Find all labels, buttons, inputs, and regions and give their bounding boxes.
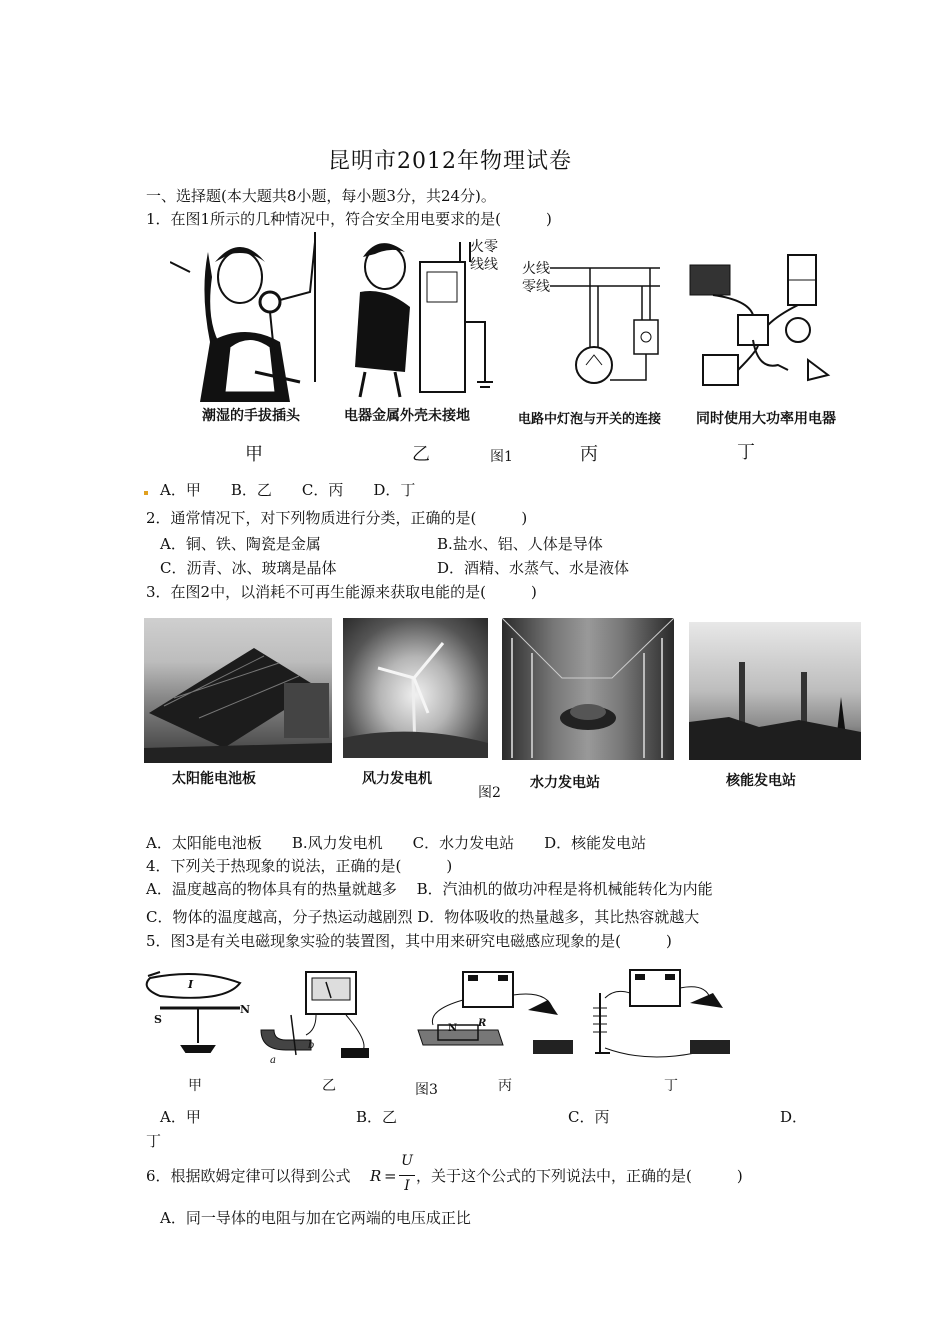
figure-3-label-ding: 丁 [664,1078,678,1094]
figure-1-panel-jia-illustration [170,232,330,402]
question-3-options: A．太阳能电池板 B.风力发电机 C．水力发电站 D．核能发电站 [146,834,647,852]
figure-1-caption-ding: 同时使用大功率用电器 [696,411,836,427]
figure-3-panel-bing-motor [408,970,583,1065]
figure-1-label-yi: 乙 [412,444,430,465]
figure-3-mark-i: I [188,978,194,991]
figure-1-label-bing: 丙 [580,444,598,465]
figure-3-label-yi: 乙 [322,1078,336,1094]
section-header: 一、选择题(本大题共8小题，每小题3分，共24分)。 [146,187,496,205]
question-2-option-b: B.盐水、铝、人体是导体 [437,535,603,553]
question-5-option-a: A．甲 [160,1108,201,1126]
figure-2-caption: 图2 [478,785,501,801]
figure-1-live-wire-label: 火线 [522,261,550,277]
question-4-options-ab: A．温度越高的物体具有的热量就越多 B．汽油机的做功冲程是将机械能转化为内能 [146,880,713,898]
question-1-options: A．甲 B．乙 C．丙 D．丁 [160,481,416,499]
formula-numerator: U [401,1153,413,1169]
solar-panel-photo [144,618,332,763]
question-6-option-a: A．同一导体的电阻与加在它两端的电压成正比 [160,1209,471,1227]
figure-3-panel-yi-induction [256,970,396,1065]
question-4-stem: 4．下列关于热现象的说法，正确的是( ) [146,857,453,875]
figure-1-panel-bing-circuit [550,260,665,400]
formula-denominator: I [404,1178,410,1194]
figure-3-mark-b: b [308,1040,315,1051]
wind-turbine-photo [343,618,488,758]
figure-3-mark-s: S [154,1013,162,1026]
formula-fraction-bar [399,1175,415,1176]
formula-equals: = [384,1167,397,1185]
question-4-options-cd: C．物体的温度越高，分子热运动越剧烈 D．物体吸收的热量越多，其比热容就越大 [146,908,700,926]
question-2-stem: 2．通常情况下，对下列物质进行分类，正确的是( ) [146,509,528,527]
question-5-option-d: D． [780,1108,808,1126]
figure-1-wire-label-top: 火零 [470,239,498,255]
figure-1-neutral-wire-label: 零线 [522,279,550,295]
stray-mark [144,491,148,495]
page-title: 昆明市2012年物理试卷 [328,149,572,174]
figure-1-caption-yi: 电器金属外壳未接地 [344,408,470,424]
figure-3-mark-r: R [478,1018,487,1029]
figure-2-caption-solar: 太阳能电池板 [172,771,256,787]
question-5-option-c: C．丙 [568,1108,610,1126]
figure-3-label-bing: 丙 [498,1078,512,1094]
question-1-stem: 1．在图1所示的几种情况中，符合安全用电要求的是( ) [146,210,552,228]
question-2-option-c: C．沥青、冰、玻璃是晶体 [160,559,337,577]
question-5-option-d-text: 丁 [146,1132,162,1150]
figure-3-label-jia: 甲 [188,1078,202,1094]
nuclear-station-photo [689,622,861,760]
formula-resistance: R [370,1167,382,1185]
figure-3-mark-n: N [240,1003,251,1016]
figure-1-panel-ding-appliances [688,240,848,400]
figure-1-wire-label-bottom: 线线 [470,257,498,273]
question-3-stem: 3．在图2中，以消耗不可再生能源来获取电能的是( ) [146,583,537,601]
hydro-station-photo [502,618,674,760]
figure-3-mark-n2: N [448,1023,458,1034]
figure-2-caption-hydro: 水力发电站 [530,775,600,791]
figure-2-caption-nuclear: 核能发电站 [726,773,796,789]
figure-3-mark-a: a [270,1055,276,1066]
figure-1-caption: 图1 [490,449,513,465]
question-6-stem-pre: 6．根据欧姆定律可以得到公式 [146,1167,351,1185]
question-5-option-b: B．乙 [356,1108,398,1126]
figure-1-caption-bing: 电路中灯泡与开关的连接 [518,412,662,427]
question-5-stem: 5．图3是有关电磁现象实验的装置图，其中用来研究电磁感应现象的是( ) [146,932,672,950]
figure-3-panel-ding-electromagnet [585,968,745,1063]
figure-1-caption-jia: 潮湿的手拔插头 [202,408,300,424]
question-6-stem-post: ，关于这个公式的下列说法中，正确的是( ) [416,1167,743,1185]
figure-2-caption-wind: 风力发电机 [362,771,432,787]
question-2-option-d: D．酒精、水蒸气、水是液体 [437,559,630,577]
figure-3-caption: 图3 [415,1082,438,1098]
figure-1-label-jia: 甲 [245,444,263,465]
figure-1-label-ding: 丁 [737,442,755,463]
question-2-option-a: A．铜、铁、陶瓷是金属 [160,535,321,553]
